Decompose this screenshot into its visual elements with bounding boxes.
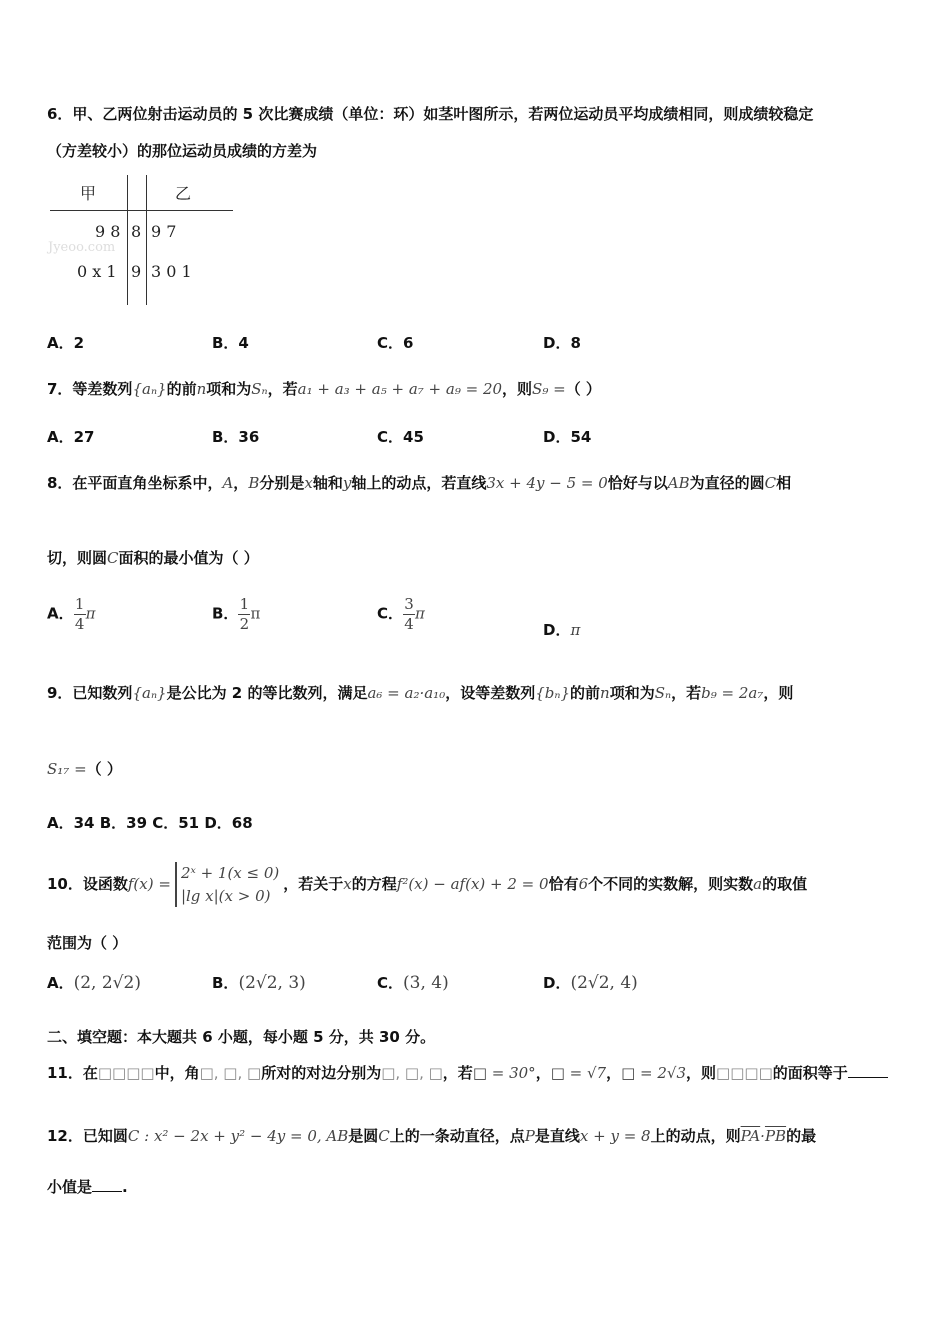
piecewise-case-2: |lg x|(x > 0): [180, 886, 271, 905]
vector-pb: $\overline{PB}$: [764, 1127, 787, 1145]
q10-option-b[interactable]: B．(2√2, 3): [212, 973, 306, 993]
row1-left: 9 8: [95, 222, 121, 241]
q7-option-d[interactable]: D．54: [543, 428, 592, 446]
seq-a: {aₙ}: [132, 380, 167, 398]
q10-equation: f²(x) − af(x) + 2 = 0: [396, 875, 549, 893]
section-heading: 二、填空题：本大题共 6 小题，每小题 5 分，共 30 分。: [47, 1028, 436, 1046]
q11-stem: 11．在□□□□中，角□, □, □所对的对边分别为□, □, □，若□ = 30°，□ = √7，□ = 2√3，则□□□□的面积等于: [47, 1062, 888, 1083]
watermark: Jyeoo.com: [48, 240, 116, 255]
line-equation: 3x + 4y − 5 = 0: [486, 474, 608, 492]
q8-stem-line1: 8．在平面直角坐标系中，A，B分别是x轴和y轴上的动点，若直线3x + 4y − 5 = 0恰好与以AB为直径的圆C相: [47, 474, 792, 492]
q7-option-c[interactable]: C．45: [377, 428, 424, 446]
vector-pa: $\overline{PA}$: [740, 1127, 761, 1145]
q10-stem-line1: 10．设函数f(x) = 2ˣ + 1(x ≤ 0) |lg x|(x > 0) ，若关于x的方程f²(x) − af(x) + 2 = 0恰有6个不同的实数解，则实数a的取值: [47, 862, 807, 907]
stem-leaf-hline: [50, 210, 233, 211]
q6-line1: 6．甲、乙两位射击运动员的 5 次比赛成绩（单位：环）如茎叶图所示，若两位运动员平均成绩相同，则成绩较稳定: [47, 105, 814, 123]
q10-option-c[interactable]: C．(3, 4): [377, 973, 449, 993]
q8-option-d[interactable]: D．π: [543, 621, 581, 639]
q12-stem-line2: 小值是 .: [47, 1178, 128, 1196]
circle-equation: C : x² − 2x + y² − 4y = 0, AB: [127, 1127, 349, 1145]
answer-blank-12[interactable]: [92, 1191, 122, 1192]
q8-stem-line2: 切，则圆C面积的最小值为（ ）: [47, 549, 259, 567]
row2-right: 3 0 1: [151, 262, 192, 281]
q9-stem-line2: S₁₇ =（ ）: [47, 760, 122, 778]
q7-option-a[interactable]: A．27: [47, 428, 95, 446]
q8-option-c[interactable]: C． $\frac{3}{4}$ π: [377, 595, 425, 633]
stem-leaf-vline-right: [146, 175, 147, 305]
q6-line2: （方差较小）的那位运动员成绩的方差为: [47, 142, 318, 160]
q12-stem-line1: 12．已知圆C : x² − 2x + y² − 4y = 0, AB是圆C上的一条动直径，点P是直线x + y = 8上的动点，则$\overline{PA}\cdot\overline{PB}$的最: [47, 1127, 817, 1145]
row1-stem: 8: [131, 222, 142, 241]
q8-option-a[interactable]: A． $\frac{1}{4}$ π: [47, 595, 96, 633]
piecewise-case-1: 2ˣ + 1(x ≤ 0): [180, 864, 280, 882]
q6-option-a[interactable]: A．2: [47, 334, 85, 352]
q6-option-c[interactable]: C．6: [377, 334, 414, 352]
row2-stem: 9: [131, 262, 142, 281]
stem-leaf-vline-left: [127, 175, 128, 305]
stem-leaf-diagram: [47, 172, 237, 307]
sum-expr: a₁ + a₃ + a₅ + a₇ + a₉ = 20: [297, 380, 503, 398]
q10-option-a[interactable]: A．(2, 2√2): [47, 973, 141, 993]
row2-left: 0 x 1: [77, 262, 117, 281]
row1-right: 9 7: [151, 222, 177, 241]
q7-option-b[interactable]: B．36: [212, 428, 260, 446]
q8-option-b[interactable]: B． $\frac{1}{2}$ π: [212, 595, 261, 633]
q6-option-d[interactable]: D．8: [543, 334, 581, 352]
q10-stem-line2: 范围为（ ）: [47, 934, 128, 952]
header-right: 乙: [175, 184, 192, 203]
q9-options[interactable]: A．34 B．39 C．51 D．68: [47, 814, 253, 832]
q7-stem: 7．等差数列{aₙ}的前n项和为Sₙ，若a₁ + a₃ + a₅ + a₇ + a₉ = 20，则S₉ =（ ）: [47, 380, 601, 398]
q6-option-b[interactable]: B．4: [212, 334, 249, 352]
header-left: 甲: [80, 184, 97, 203]
q9-stem-line1: 9．已知数列{aₙ}是公比为 2 的等比数列，满足a₆ = a₂·a₁₀，设等差数列{bₙ}的前n项和为Sₙ，若b₉ = 2a₇，则: [47, 684, 794, 702]
q10-option-d[interactable]: D．(2√2, 4): [543, 973, 638, 993]
answer-blank-11[interactable]: [848, 1077, 888, 1078]
